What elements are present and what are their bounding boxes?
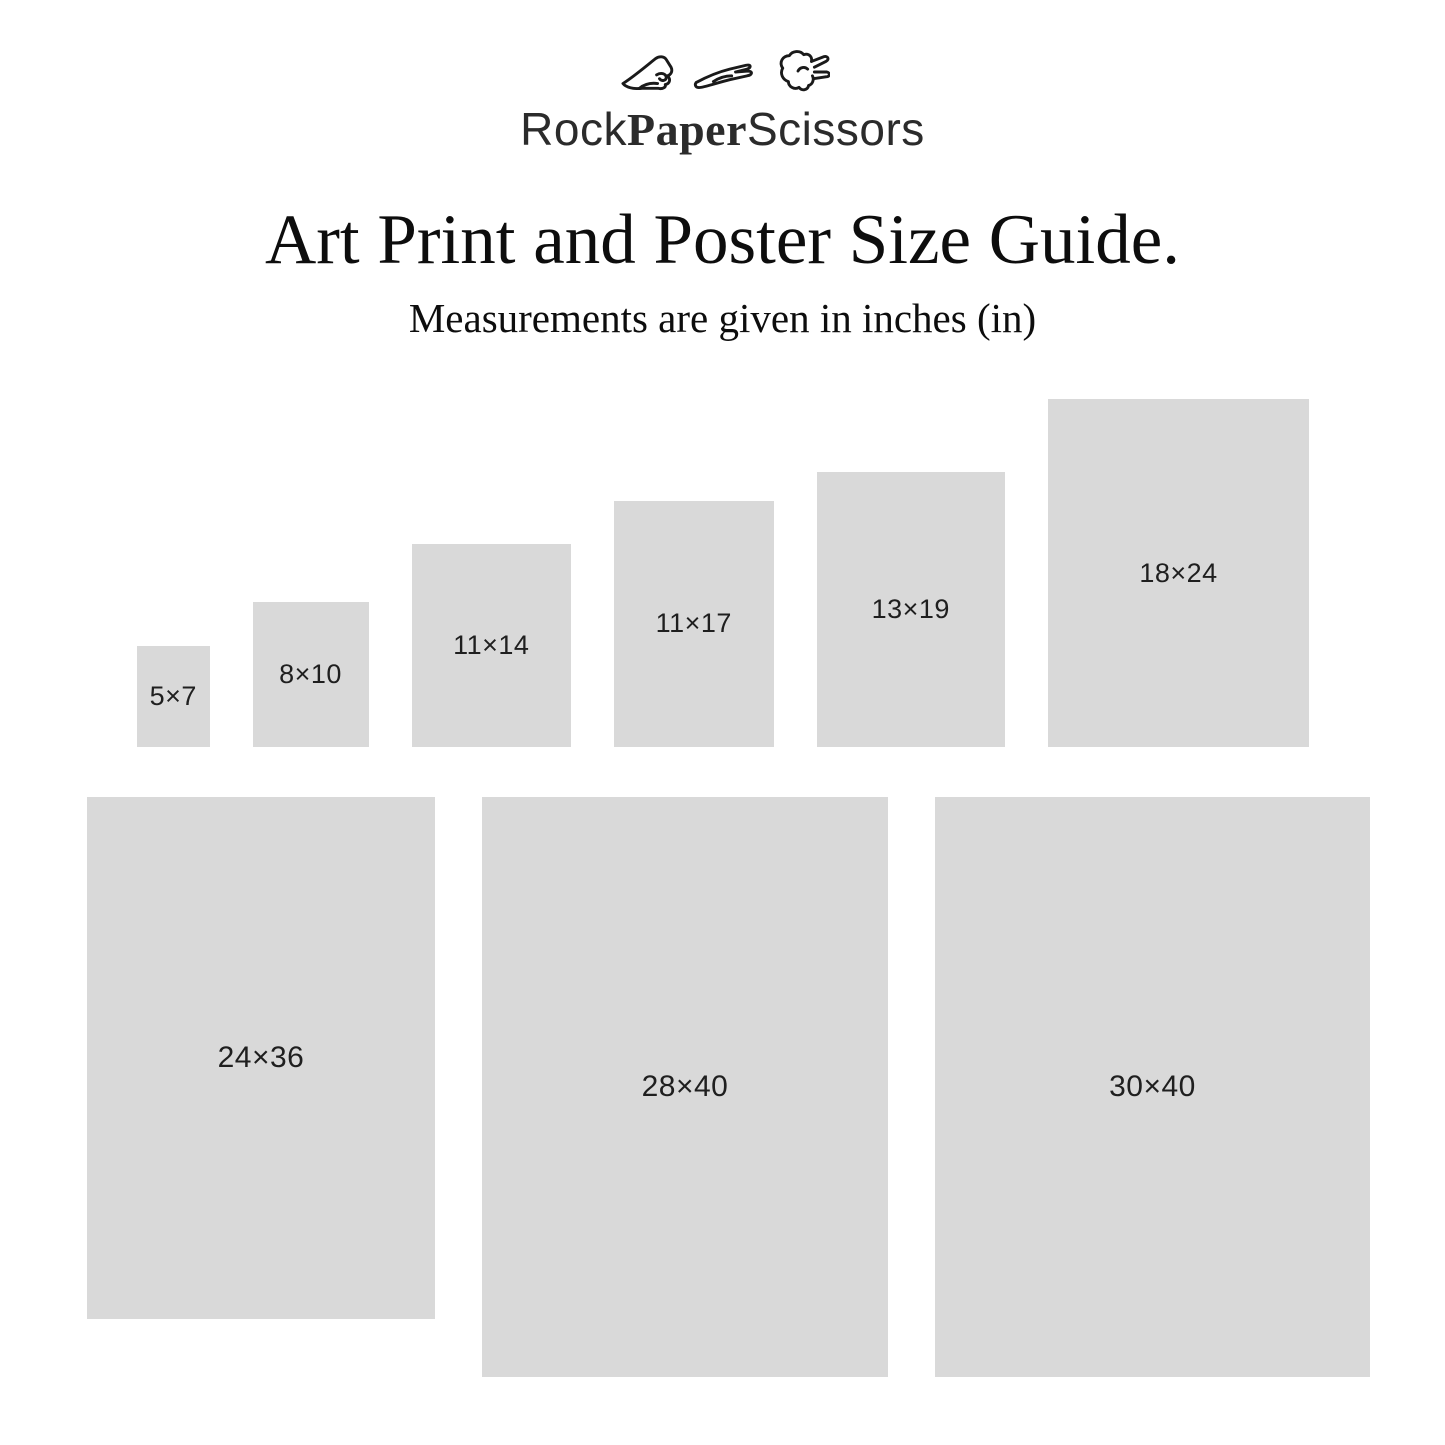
brand-paper: Paper [626,104,747,155]
size-swatch-5x7 [137,646,210,748]
size-label: 11×14 [453,630,530,660]
paper-hand-icon [692,47,754,97]
size-swatch-24x36 [87,797,435,1319]
logo-icons [0,47,1445,97]
size-swatch-28x40 [482,797,888,1377]
size-label: 24×36 [217,1041,305,1074]
size-swatch-11x14 [412,544,572,747]
size-label: 18×24 [1139,557,1218,588]
size-swatch-18x24 [1048,399,1309,747]
size-label: 13×19 [871,593,950,624]
size-swatch-30x40 [935,797,1370,1377]
scissors-hand-icon [768,47,830,97]
size-label: 30×40 [1109,1070,1196,1103]
size-row-large [87,797,1370,1377]
size-swatch-13x19 [817,472,1006,748]
size-label: 8×10 [279,659,342,689]
size-label: 11×17 [655,608,732,639]
size-label: 28×40 [641,1070,729,1103]
brand-wordmark [0,101,1445,159]
brand-scissors: Scissors [747,103,925,155]
size-label: 5×7 [149,680,197,711]
size-row-small [137,399,1309,747]
page-title: Art Print and Poster Size Guide. [265,201,1180,279]
size-swatch-11x17 [614,501,774,748]
brand-rock: Rock [520,103,627,155]
rock-hand-icon [616,47,678,97]
size-swatch-8x10 [253,602,369,747]
page-subtitle: Measurements are given in inches (in) [408,295,1037,341]
